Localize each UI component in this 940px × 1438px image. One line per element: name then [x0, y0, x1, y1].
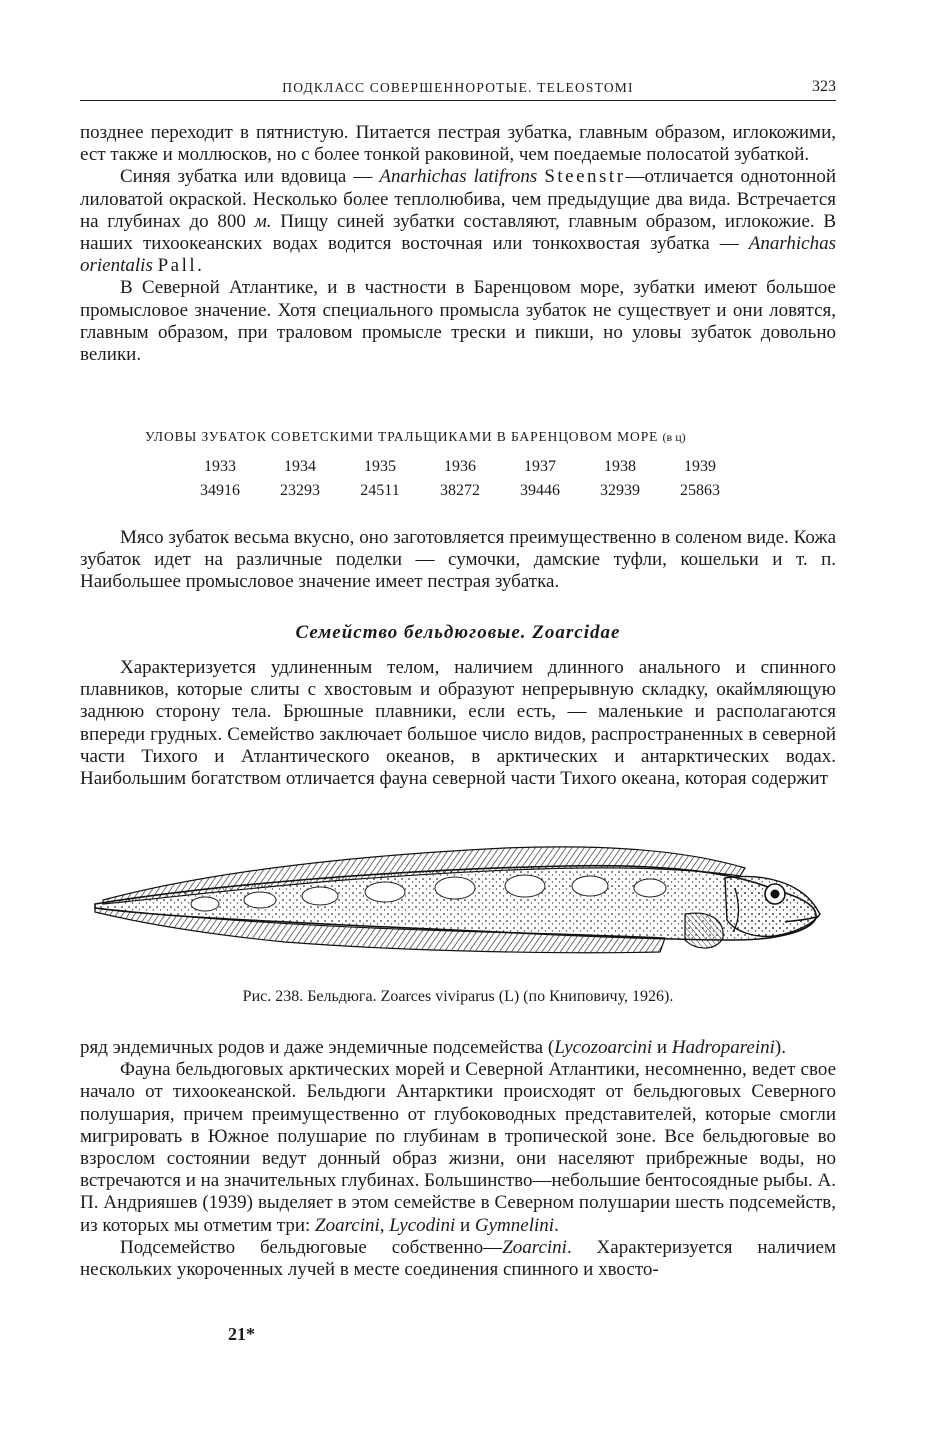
text-block-family [80, 657, 836, 790]
year-cell: 1937 [524, 458, 556, 475]
text-block-top [80, 122, 836, 366]
paragraph-fishery: В Северной Атлантике, и в частности в Баренцовом море, зубатки имеют большое промысловое значение. Хотя специального промысла зубаток не существует и они ловятся, главным образом, при траловом промысле трески и пикши, но уловы зубаток довольно велики. [80, 277, 836, 366]
taxon-name: Gymnelini [474, 1214, 555, 1236]
paragraph-continuation: позднее переходит в пятнистую. Питается пестрая зубатка, главным образом, иглокожими, ест также и моллюсков, но с более тонкой раковиной, чем поедаемые полосатой зубаткой. [80, 122, 836, 166]
family-heading: Семейство бельдюговые. Zoarcidae [295, 622, 621, 643]
running-title: ПОДКЛАСС СОВЕРШЕННОРОТЫЕ. TELEOSTOMI [282, 80, 634, 95]
running-header [80, 78, 836, 101]
table-unit-note: (в ц) [662, 430, 686, 444]
paragraph-fauna: Фауна бельдюговых арктических морей и Северной Атлантики, несомненно, ведет свое начало от тихоокеанской. Бельдюги Антарктики происходят от бельдюговых Северного полушария, причем преимущественно от глубоководных представителей, которые смогли мигрировать в Южное полушарие по глубинам в тропической зоне. Все бельдюговые во взрослом состоянии ведут донный образ жизни, они населяют прибрежные воды, но встречаются и на значительных глубинах. Большинство—небольшие бентосоядные рыбы. А. П. Андрияшев (1939) выделяет в этом семействе в Северном полушарии шесть подсемейств, из которых мы отметим три: Zoarcini, Lycodini и Gymnelini. [80, 1059, 836, 1236]
page-number: 323 [812, 78, 836, 95]
year-cell: 1939 [684, 458, 716, 475]
year-cell: 1936 [444, 458, 476, 475]
taxon-name: Hadropareini [671, 1037, 775, 1058]
paragraph-subfamily: Подсемейство бельдюговые собственно—Zoarcini. Характеризуется наличием нескольких укороченных лучей в месте соединения спинного и хвосто- [80, 1236, 836, 1281]
catch-cell: 23293 [280, 482, 320, 499]
year-cell: 1935 [364, 458, 396, 475]
catch-cell: 32939 [600, 482, 640, 499]
text-block-bottom [80, 1037, 836, 1281]
paragraph-blue-wolffish: Синяя зубатка или вдовица — Anarhichas latifrons Steenstr—отличается однотонной лиловатой окраской. Несколько более теплолюбива, чем предыдущие два вида. Встречается на глубинах до 800 м. Пищу синей зубатки составляют, главным образом, иглокожие. В наших тихоокеанских водах водится восточная или тонкохвостая зубатка — Anarhichas orientalis Pall. [80, 166, 837, 277]
paragraph-family: Характеризуется удлиненным телом, наличием длинного анального и спинного плавников, которые слиты с хвостовым и образуют непрерывную складку, окаймляющую заднюю сторону тела. Брюшные плавники, если есть, — маленькие и располагаются впереди грудных. Семейство заключает большое число видов, распространенных в северной части Тихого и Атлантического океанов, в арктических и антарктических водах. Наибольшим богатством отличается фауна северной части Тихого океана, которая содержит [80, 657, 836, 790]
catch-cell: 34916 [200, 482, 240, 499]
catch-cell: 38272 [440, 482, 480, 499]
taxon-name: Lycozoarcini [554, 1037, 653, 1058]
figure-caption: Рис. 238. Бельдюга. Zoarces viviparus (L) (по Книповичу, 1926). [242, 988, 674, 1005]
year-cell: 1933 [204, 458, 236, 475]
paragraph-meat: Мясо зубаток весьма вкусно, оно заготовляется преимущественно в соленом виде. Кожа зубаток идет на различные поделки — сумочки, дамские туфли, кошельки и т. п. Наибольшее промысловое значение имеет пестрая зубатка. [80, 527, 836, 593]
author-name: Steenstr [544, 166, 626, 188]
catch-table [180, 455, 740, 503]
text-block-meat [80, 527, 836, 594]
year-cell: 1934 [284, 458, 316, 475]
author-name: Pall [157, 255, 198, 277]
year-cell: 1938 [604, 458, 636, 475]
table-caption: УЛОВЫ ЗУБАТОК СОВЕТСКИМИ ТРАЛЬЩИКАМИ В БАРЕНЦОВОМ МОРЕ (в ц) [145, 429, 686, 444]
eelpout-drawing [85, 828, 825, 978]
taxon-name: Zoarcini [502, 1236, 567, 1258]
catch-cell: 39446 [520, 482, 560, 499]
species-name: Anarhichas orientalis [80, 233, 836, 277]
taxon-name: Lycodini [389, 1214, 456, 1236]
species-name: Anarhichas latifrons [379, 166, 538, 188]
paragraph-endemic: ряд эндемичных родов и даже эндемичные подсемейства (Lycozoarcini и Hadropareini). [80, 1037, 786, 1058]
table-row-years [180, 455, 740, 479]
taxon-name: Zoarcini [315, 1214, 380, 1236]
catch-cell: 24511 [360, 482, 400, 499]
table-row-catches [180, 479, 740, 503]
catch-cell: 25863 [680, 482, 720, 499]
fish-illustration [85, 828, 825, 978]
printer-signature: 21* [228, 1324, 255, 1344]
